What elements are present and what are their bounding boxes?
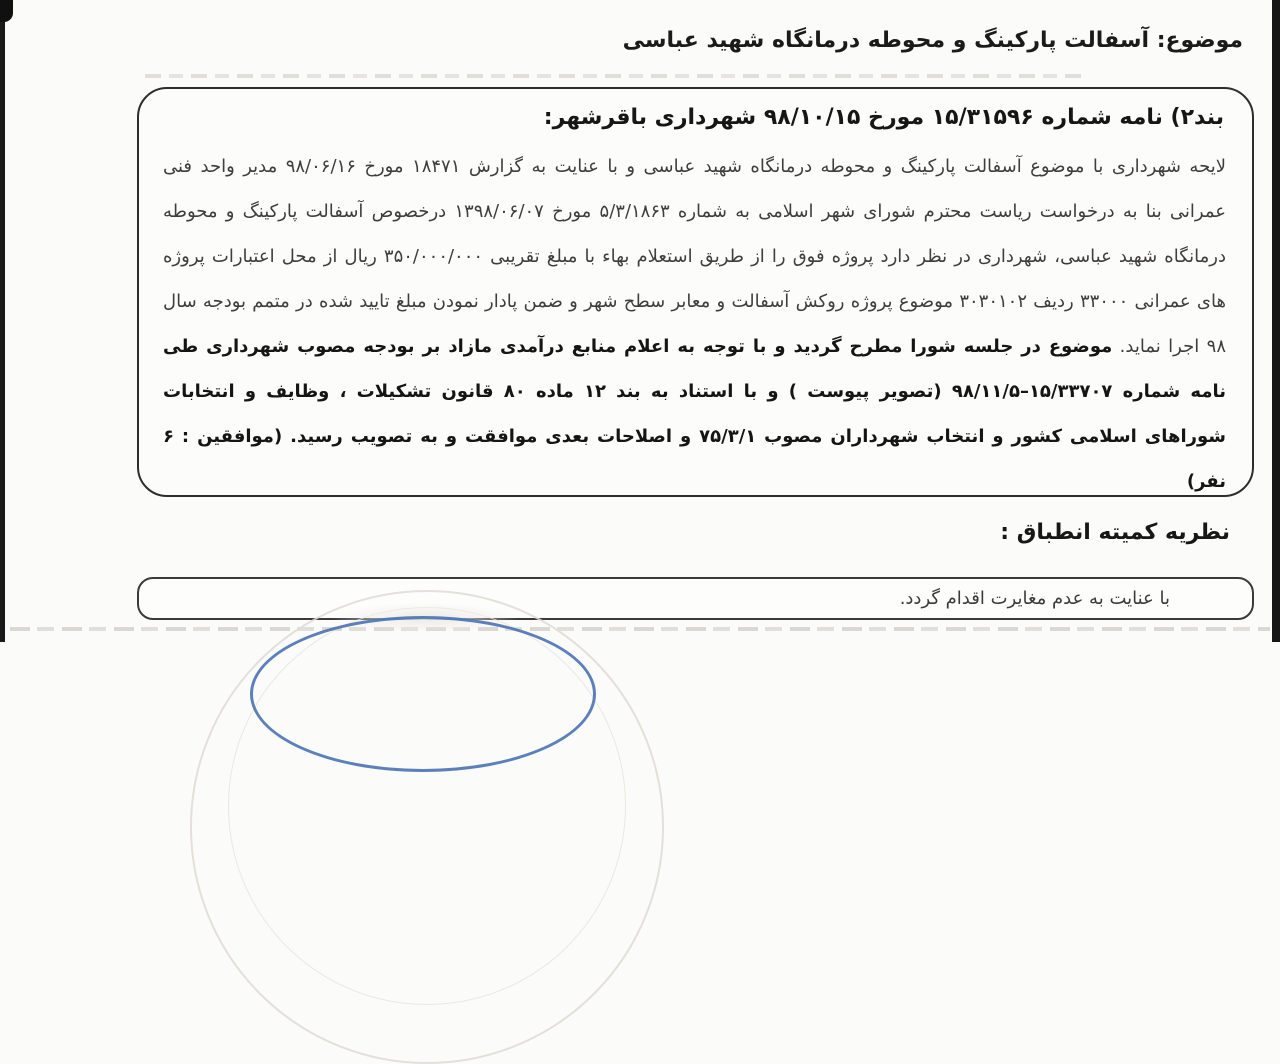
resolution-box: [137, 87, 1254, 497]
scan-fold-line-bottom: [10, 627, 1270, 631]
stamp-circle-faint-inner: [228, 607, 626, 1005]
resolution-heading: بند۲) نامه شماره ۱۵/۳۱۵۹۶ مورخ ۹۸/۱۰/۱۵ شهرداری باقرشهر:: [543, 105, 1224, 130]
resolution-body-regular: لایحه شهرداری با موضوع آسفالت پارکینگ و محوطه درمانگاه شهید عباسی و با عنایت به گزارش ۱۸۴۷۱ مورخ ۹۸/۰۶/۱۶ مدیر واحد فنی عمرانی بنا به درخواست ریاست محترم شورای شهر اسلامی به شماره ۵/۳/۱۸۶۳ مورخ ۱۳۹۸/۰۶/۰۷ درخصوص آسفالت پارکینگ و محوطه درمانگاه شهید عباسی، شهرداری در نظر دارد پروژه فوق را از طریق استعلام بهاء با مبلغ تقریبی ۳۵۰/۰۰۰/۰۰۰ ریال از محل اعتبارات پروژه های عمرانی ۳۳۰۰۰ ردیف ۳۰۳۰۱۰۲ موضوع پروژه روکش آسفالت و معابر سطح شهر و ضمن پادار نمودن مبلغ تایید شده در متمم بودجه سال ۹۸ اجرا نماید.: [163, 156, 1227, 357]
scan-corner-mark: [0, 0, 13, 22]
compliance-committee-label: نظریه کمیته انطباق :: [1000, 520, 1230, 545]
subject-line: موضوع: آسفالت پارکینگ و محوطه درمانگاه شهید عباسی: [622, 28, 1243, 53]
scan-edge-right: [1272, 0, 1280, 642]
stamp-ellipse-blue: [250, 616, 596, 772]
scan-fold-line-top: [145, 74, 1085, 78]
compliance-opinion-text: با عنایت به عدم مغایرت اقدام گردد.: [899, 588, 1170, 609]
resolution-body-bold: موضوع در جلسه شورا مطرح گردید و با توجه به اعلام منابع درآمدی مازاد بر بودجه مصوب شهرداری طی نامه شماره ۱۵/۳۳۷۰۷–۹۸/۱۱/۵ (تصویر پیوست ) و با استناد به بند ۱۲ ماده ۸۰ قانون تشکیلات ، وظایف و انتخابات شوراهای اسلامی کشور و انتخاب شهرداران مصوب ۷۵/۳/۱ و اصلاحات بعدی موافقت و به تصویب رسید. (موافقین : ۶ نفر): [163, 336, 1226, 492]
compliance-opinion-box: [137, 577, 1254, 620]
scan-edge-left: [0, 0, 5, 642]
resolution-body: [163, 144, 1226, 497]
stamp-circle-faint-outer: [190, 590, 664, 1064]
